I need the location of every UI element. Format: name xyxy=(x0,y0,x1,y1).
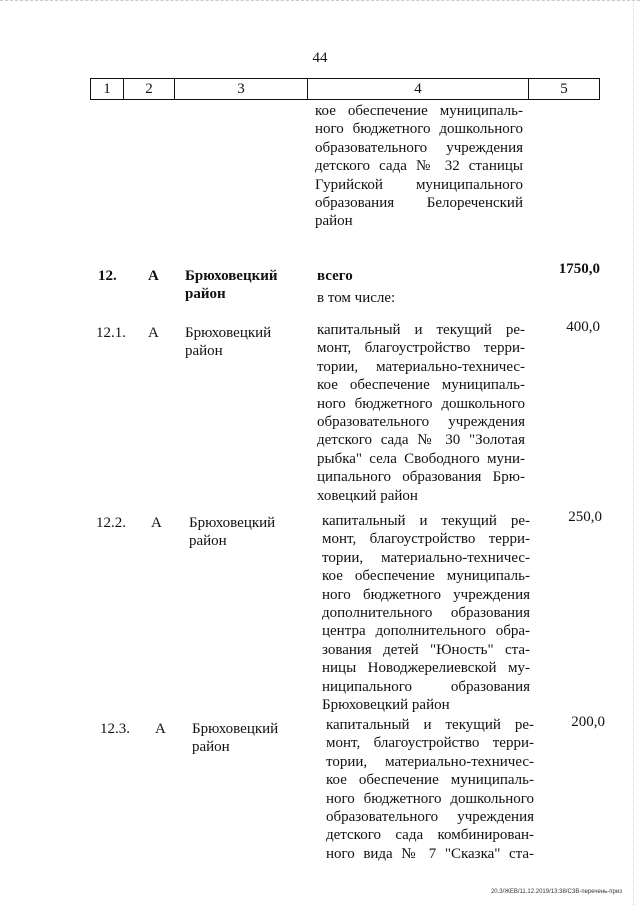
entry-district: Брюховецкий район xyxy=(189,515,276,550)
desc-line: образовательного учреждения xyxy=(315,139,523,156)
desc-line: тории, материально-техничес- xyxy=(326,753,534,770)
desc-line: капитальный и текущий ре- xyxy=(317,322,525,338)
desc-line: кое обеспечение муниципаль- xyxy=(317,377,525,394)
desc-line: капитальный и текущий ре- xyxy=(322,513,530,529)
entry-district: Брюховецкий район xyxy=(185,325,272,360)
entry-description xyxy=(326,716,534,863)
desc-line: ницы Новоджерелиевской му- xyxy=(322,660,530,677)
desc-line: ного бюджетного учреждения xyxy=(322,586,530,603)
desc-line: дополнительного образования xyxy=(322,605,530,622)
desc-line: ного бюджетного дошкольного xyxy=(317,395,525,412)
desc-line: монт, благоустройство терри- xyxy=(326,735,534,752)
entry-category: А xyxy=(155,721,166,737)
desc-line: тории, материально-техничес- xyxy=(317,358,525,375)
desc-line: тории, материально-техничес- xyxy=(322,549,530,566)
desc-line: монт, благоустройство терри- xyxy=(322,531,530,548)
table-header-row xyxy=(90,78,600,100)
entry-number: 12.3. xyxy=(100,721,130,737)
header-col-3: 3 xyxy=(175,79,308,99)
desc-line: кое обеспечение муниципаль- xyxy=(326,772,534,789)
desc-line: образовательного учреждения xyxy=(317,414,525,431)
page-number: 44 xyxy=(312,50,328,66)
note-including: в том числе: xyxy=(317,290,396,306)
desc-line: образования Белореченский xyxy=(315,195,523,212)
entry-amount: 200,0 xyxy=(571,714,605,730)
entry-number: 12.2. xyxy=(96,515,126,531)
header-col-1: 1 xyxy=(91,79,124,99)
desc-line: зования детей "Юность" ста- xyxy=(322,641,530,658)
continuation-description xyxy=(315,102,523,231)
desc-line: капитальный и текущий ре- xyxy=(326,717,534,733)
desc-line: монт, благоустройство терри- xyxy=(317,340,525,357)
entry-district: Брюховецкий район xyxy=(185,268,278,303)
desc-line: рыбка" села Свободного муни- xyxy=(317,450,525,467)
header-col-2: 2 xyxy=(124,79,175,99)
desc-line: ниципального образования xyxy=(322,678,530,695)
desc-line: ховецкий район xyxy=(317,487,418,504)
entry-amount: 250,0 xyxy=(568,509,602,525)
desc-line: образовательного учреждения xyxy=(326,809,534,826)
desc-line: ного бюджетного дошкольного xyxy=(326,790,534,807)
desc-line: детского сада № 30 "Золотая xyxy=(317,432,525,449)
scan-edge-top xyxy=(0,0,640,13)
entry-amount: 400,0 xyxy=(566,319,600,335)
desc-line: кое обеспечение муниципаль- xyxy=(322,568,530,585)
scan-edge-right xyxy=(633,0,640,905)
desc-line: Брюховецкий район xyxy=(322,697,450,714)
entry-amount: 1750,0 xyxy=(558,261,600,277)
desc-line: ного бюджетного дошкольного xyxy=(315,121,523,138)
entry-description xyxy=(322,512,530,714)
desc-line: район xyxy=(315,213,353,230)
document-footer-stamp: 20.3/ЖЕВ/11.12.2019/13:38/СЗВ-перечень-приз xyxy=(490,889,622,895)
entry-number: 12.1. xyxy=(96,325,126,341)
entry-category: А xyxy=(148,268,159,284)
entry-number: 12. xyxy=(98,268,117,284)
desc-line: ципального образования Брю- xyxy=(317,469,525,486)
entry-description xyxy=(317,321,525,505)
header-col-4: 4 xyxy=(308,79,529,99)
desc-line: ного вида № 7 "Сказка" ста- xyxy=(326,845,534,862)
entry-category: А xyxy=(151,515,162,531)
desc-line: кое обеспечение муниципаль- xyxy=(315,103,523,119)
desc-line: центра дополнительного обра- xyxy=(322,623,530,640)
desc-line: детского сада № 32 станицы xyxy=(315,158,523,175)
entry-district: Брюховецкий район xyxy=(192,721,279,756)
desc-line: детского сада комбинирован- xyxy=(326,827,534,844)
header-col-5: 5 xyxy=(560,81,568,97)
desc-line: Гурийской муниципального xyxy=(315,176,523,193)
entry-description: всего xyxy=(317,268,353,284)
entry-category: А xyxy=(148,325,159,341)
